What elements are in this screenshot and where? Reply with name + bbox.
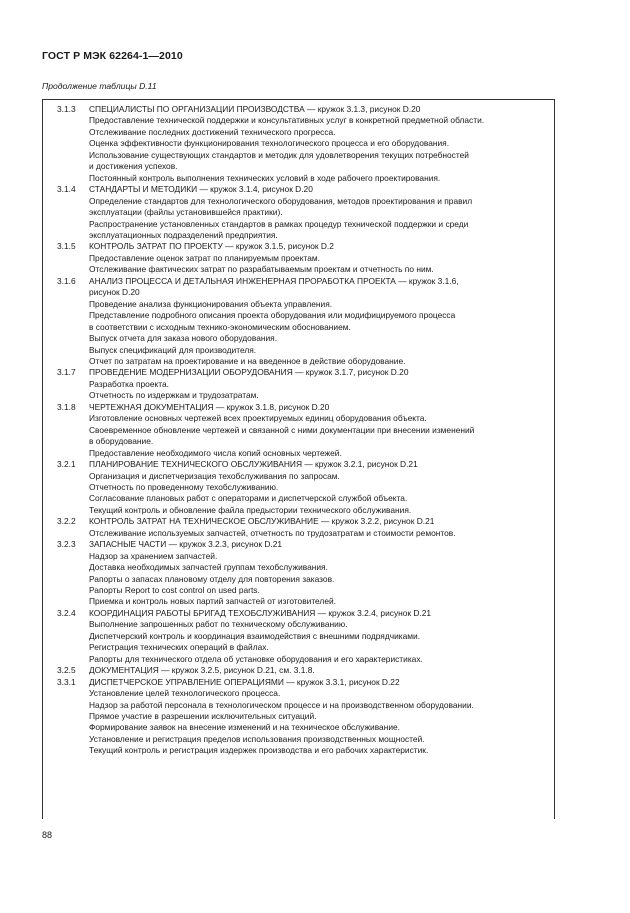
entry-line: Надзор за хранением запчастей.: [89, 550, 218, 561]
table-entry: [43, 459, 554, 516]
entry-line: Текущий контроль и регистрация издержек производства и его рабочих характеристик.: [89, 745, 429, 756]
entry-body: [89, 402, 546, 459]
entry-line: Диспетчерский контроль и координация взаимодействия с внешними подрядчиками.: [89, 630, 421, 641]
entry-line: в соответствии с исходным технико-экономическим обоснованием.: [89, 321, 351, 332]
entry-line: Приемка и контроль новых партий запчастей от изготовителей.: [89, 596, 336, 607]
entry-line: рисунок D.20: [89, 287, 140, 298]
entry-line: Распространение установленных стандартов в рамках процедур технической поддержки и среди: [89, 218, 469, 229]
entry-line: Доставка необходимых запчастей группам техобслуживания.: [89, 562, 328, 573]
entry-title: КООРДИНАЦИЯ РАБОТЫ БРИГАД ТЕХОБСЛУЖИВАНИЯ — кружок 3.2.4, рисунок D.21: [89, 607, 432, 618]
entry-line: Представление подробного описания проекта оборудования или модифицируемого процесса: [89, 310, 456, 321]
table-caption: Продолжение таблицы D.11: [42, 81, 157, 91]
entry-body: [89, 241, 546, 275]
entry-title: ДОКУМЕНТАЦИЯ — кружок 3.2.5, рисунок D.21, см. 3.1.8.: [89, 665, 315, 676]
entry-line: Согласование плановых работ с операторами и диспетчерской службой объекта.: [89, 493, 408, 504]
entry-line: Отчетность по проведенному техобслуживанию.: [89, 481, 279, 492]
entry-number: 3.1.4: [57, 184, 76, 195]
entry-line: Предоставление необходимого числа копий основных чертежей.: [89, 447, 342, 458]
entry-body: [89, 608, 546, 665]
entry-number: 3.1.5: [57, 241, 76, 252]
table-entry: [43, 402, 554, 459]
entry-line: Проведение анализа функционирования объекта управления.: [89, 298, 333, 309]
entry-line: эксплуатационных подразделений предприятия.: [89, 229, 278, 240]
table-entry: [43, 276, 554, 368]
entry-line: Отчетность по издержкам и трудозатратам.: [89, 390, 259, 401]
entry-body: [89, 184, 546, 241]
entry-title: ДИСПЕТЧЕРСКОЕ УПРАВЛЕНИЕ ОПЕРАЦИЯМИ — кружок 3.3.1, рисунок D.22: [89, 676, 400, 687]
table-entry: [43, 608, 554, 665]
entry-number: 3.1.8: [57, 401, 76, 412]
document-header: ГОСТ Р МЭК 62264-1—2010: [42, 50, 183, 62]
entry-line: Изготовление основных чертежей всех проектируемых единиц оборудования объекта.: [89, 413, 427, 424]
entry-title: СПЕЦИАЛИСТЫ ПО ОРГАНИЗАЦИИ ПРОИЗВОДСТВА — кружок 3.1.3, рисунок D.20: [89, 104, 421, 114]
entry-line: Постоянный контроль выполнения технических условий в ходе рабочего проектирования.: [89, 172, 441, 183]
table-entry: [43, 516, 554, 539]
page-number: 88: [42, 830, 53, 840]
entry-line: и достижения успехов.: [89, 161, 178, 172]
entry-number: 3.2.2: [57, 516, 76, 527]
entry-line: Организация и диспетчеризация техобслуживания по запросам.: [89, 470, 340, 481]
entry-number: 3.2.3: [57, 539, 76, 550]
entry-title: ПРОВЕДЕНИЕ МОДЕРНИЗАЦИИ ОБОРУДОВАНИЯ — кружок 3.1.7, рисунок D.20: [89, 367, 409, 378]
entry-line: Предоставление оценок затрат по планируемым проектам.: [89, 252, 320, 263]
entry-title: ЧЕРТЕЖНАЯ ДОКУМЕНТАЦИЯ — кружок 3.1.8, рисунок D.20: [89, 401, 330, 412]
entry-number: 3.1.7: [57, 367, 76, 378]
entry-body: [89, 677, 546, 757]
entry-line: Отчет по затратам на проектирование и на введенное в действие оборудование.: [89, 355, 406, 366]
entry-line: Установление целей технологического процесса.: [89, 688, 281, 699]
entry-number: 3.3.1: [57, 676, 76, 687]
entry-line: Выпуск отчета для заказа нового оборудования.: [89, 333, 278, 344]
entry-number: 3.1.6: [57, 275, 76, 286]
entry-line: Рапорты о запасах плановому отделу для повторения заказов.: [89, 573, 335, 584]
entry-body: [89, 459, 546, 516]
table-frame: [42, 99, 555, 819]
entry-line: Рапорты для технического отдела об установке оборудования и его характеристиках.: [89, 653, 423, 664]
entry-title: АНАЛИЗ ПРОЦЕССА И ДЕТАЛЬНАЯ ИНЖЕНЕРНАЯ ПРОРАБОТКА ПРОЕКТА — кружок 3.1.6,: [89, 275, 459, 286]
entry-number: 3.2.4: [57, 607, 76, 618]
entry-number: 3.1.3: [57, 104, 76, 114]
entry-body: [89, 665, 546, 676]
entry-line: в оборудование.: [89, 436, 154, 447]
entry-line: Регистрация технических операций в файлах.: [89, 642, 269, 653]
table-rows: [43, 104, 554, 757]
entry-body: [89, 516, 546, 539]
entry-title: КОНТРОЛЬ ЗАТРАТ НА ТЕХНИЧЕСКОЕ ОБСЛУЖИВАНИЕ — кружок 3.2.2, рисунок D.21: [89, 516, 435, 527]
entry-title: КОНТРОЛЬ ЗАТРАТ ПО ПРОЕКТУ — кружок 3.1.5, рисунок D.2: [89, 241, 334, 252]
entry-body: [89, 104, 546, 184]
table-entry: [43, 539, 554, 608]
entry-line: Установление и регистрация пределов использования производственных мощностей.: [89, 733, 425, 744]
entry-line: Надзор за работой персонала в технологическом процессе и на производственном оборудовании.: [89, 699, 474, 710]
entry-line: Использование существующих стандартов и методик для удовлетворения текущих потребностей: [89, 149, 469, 160]
entry-line: Отслеживание фактических затрат по разрабатываемым проектам и отчетность по ним.: [89, 264, 434, 275]
entry-line: Выпуск спецификаций для производителя.: [89, 344, 257, 355]
entry-number: 3.2.1: [57, 459, 76, 470]
entry-title: ПЛАНИРОВАНИЕ ТЕХНИЧЕСКОГО ОБСЛУЖИВАНИЯ — кружок 3.2.1, рисунок D.21: [89, 459, 418, 470]
table-entry: [43, 665, 554, 676]
entry-line: Текущий контроль и обновление файла предыстории технического обслуживания.: [89, 504, 412, 515]
entry-line: Определение стандартов для технологического оборудования, методов проектирования и правил: [89, 195, 473, 206]
entry-line: Прямое участие в разрешении исключительных ситуаций.: [89, 711, 317, 722]
entry-line: Рапорты Report to cost control on used parts.: [89, 585, 260, 596]
entry-number: 3.2.5: [57, 665, 76, 676]
table-entry: [43, 367, 554, 401]
entry-line: Отслеживание используемых запчастей, отчетность по трудозатратам и стоимости ремонтов.: [89, 527, 456, 538]
entry-body: [89, 276, 546, 368]
entry-line: Отслеживание последних достижений технического прогресса.: [89, 126, 336, 137]
entry-title: СТАНДАРТЫ И МЕТОДИКИ — кружок 3.1.4, рисунок D.20: [89, 184, 313, 195]
entry-title: ЗАПАСНЫЕ ЧАСТИ — кружок 3.2.3, рисунок D.21: [89, 539, 283, 550]
entry-body: [89, 539, 546, 608]
entry-body: [89, 367, 546, 401]
table-entry: [43, 241, 554, 275]
table-entry: [43, 677, 554, 757]
entry-line: Разработка проекта.: [89, 378, 169, 389]
entry-line: Предоставление технической поддержки и консультативных услуг в конкретной предметной области.: [89, 115, 485, 126]
table-entry: [43, 184, 554, 241]
entry-line: Формирование заявок на внесение изменений и на техническое обслуживание.: [89, 722, 400, 733]
entry-line: Оценка эффективности функционирования технологического процесса и его оборудования.: [89, 138, 450, 149]
table-entry: [43, 104, 554, 184]
entry-line: Своевременное обновление чертежей и связанной с ними документации при внесении изменений: [89, 424, 475, 435]
entry-line: Выполнение запрошенных работ по техническому обслуживанию.: [89, 619, 348, 630]
entry-line: эксплуатации (файлы установившейся практики).: [89, 207, 283, 218]
